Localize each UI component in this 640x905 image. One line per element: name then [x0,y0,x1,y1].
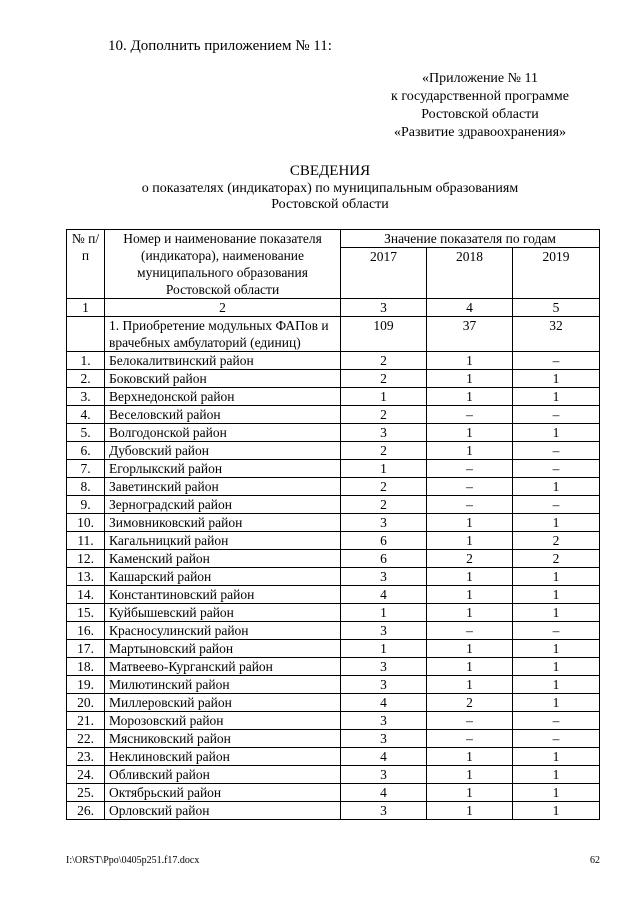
row-number: 18. [67,658,105,676]
row-number: 2. [67,370,105,388]
cell-value: 1 [341,460,427,478]
cell-value: – [513,352,600,370]
cell-value: – [513,712,600,730]
row-number: 1. [67,352,105,370]
cell-value: 4 [341,586,427,604]
district-name: Обливский район [105,766,341,784]
document-title: СВЕДЕНИЯ [289,163,371,179]
cell-value: 1 [513,784,600,802]
cell-value: 1 [427,766,513,784]
row-number: 21. [67,712,105,730]
cell-value: – [427,730,513,748]
cell-value: 1 [513,676,600,694]
cell-value: – [427,712,513,730]
cell-value: 3 [341,712,427,730]
district-name: Милютинский район [105,676,341,694]
row-number: 10. [67,514,105,532]
table-row [67,550,600,568]
document-subtitle: о показателях (индикаторах) по муниципальным образованиям [141,181,519,196]
cell-value: 1 [427,586,513,604]
district-name: Кашарский район [105,568,341,586]
row-number: 26. [67,802,105,820]
row-number: 3. [67,388,105,406]
cell-value: 1 [427,784,513,802]
table-row [67,568,600,586]
district-name: Константиновский район [105,586,341,604]
cell-value: 1 [513,748,600,766]
district-name: Матвеево-Курганский район [105,658,341,676]
table-row [67,532,600,550]
cell-value: – [427,478,513,496]
cell-value: – [513,496,600,514]
cell-value: 3 [341,802,427,820]
cell-value: 1 [427,640,513,658]
column-number: 1 [67,299,105,317]
row-number: 22. [67,730,105,748]
row-number: 24. [67,766,105,784]
table-row [67,406,600,424]
cell-value: 1 [427,370,513,388]
table-row [67,676,600,694]
cell-value: 3 [341,676,427,694]
row-number: 8. [67,478,105,496]
cell-value: 3 [341,766,427,784]
row-number: 13. [67,568,105,586]
row-number: 6. [67,442,105,460]
cell-value: 1 [341,604,427,622]
cell-value: 1 [427,532,513,550]
table-row [67,730,600,748]
cell-value: – [513,622,600,640]
district-name: Егорлыкский район [105,460,341,478]
header-number: № п/п [67,230,105,299]
header-year: 2018 [427,248,513,299]
indicators-table [66,229,600,820]
table-row [67,514,600,532]
cell-value: 1 [513,514,600,532]
district-name: Каменский район [105,550,341,568]
district-name: Веселовский район [105,406,341,424]
row-number: 15. [67,604,105,622]
cell-value: 2 [427,694,513,712]
cell-value: – [427,460,513,478]
row-number: 7. [67,460,105,478]
cell-value: 1 [427,568,513,586]
row-number: 25. [67,784,105,802]
table-row [67,694,600,712]
cell-value: – [513,442,600,460]
district-name: Мясниковский район [105,730,341,748]
row-number: 16. [67,622,105,640]
district-name: Боковский район [105,370,341,388]
cell-value: 1 [513,370,600,388]
row-number: 4. [67,406,105,424]
cell-value: 2 [513,550,600,568]
cell-value: 1 [513,802,600,820]
cell-value: 2 [341,442,427,460]
district-name: Октябрьский район [105,784,341,802]
cell-value: – [427,622,513,640]
district-name: Кагальницкий район [105,532,341,550]
table-row [67,766,600,784]
district-name: Мартыновский район [105,640,341,658]
table-row [67,784,600,802]
cell-value: 1 [427,748,513,766]
district-name: Красносулинский район [105,622,341,640]
cell-value: 6 [341,550,427,568]
table-row [67,658,600,676]
cell-value: – [513,460,600,478]
cell-value: 2 [341,406,427,424]
cell-value: 2 [341,496,427,514]
page-number: 62 [590,855,600,866]
cell-value: 2 [341,352,427,370]
row-number: 12. [67,550,105,568]
district-name: Миллеровский район [105,694,341,712]
cell-value: 1 [513,388,600,406]
cell-value: 3 [341,514,427,532]
district-name: Дубовский район [105,442,341,460]
cell-value: 3 [341,730,427,748]
table-row [67,586,600,604]
appendix-line: к государственной программе [391,89,569,104]
table-row [67,478,600,496]
table-row [67,802,600,820]
table-row [67,442,600,460]
column-number: 4 [427,299,513,317]
cell-value: 1 [427,802,513,820]
table-row [67,640,600,658]
cell-value: 1 [513,424,600,442]
header-values: Значение показателя по годам [341,230,600,248]
cell-value: 1 [427,424,513,442]
table-row [67,622,600,640]
district-name: Морозовский район [105,712,341,730]
table-row [67,748,600,766]
table-row [67,460,600,478]
cell-value: 1 [513,478,600,496]
footer-path: I:\ORST\Ppo\0405p251.f17.docx [66,855,200,866]
intro-text: 10. Дополнить приложением № 11: [108,38,332,54]
row-number: 23. [67,748,105,766]
cell-value: 2 [427,550,513,568]
district-name: Верхнедонской район [105,388,341,406]
cell-value: 3 [341,658,427,676]
cell-value: 1 [427,658,513,676]
row-number: 17. [67,640,105,658]
cell-value: 1 [513,658,600,676]
district-name: Волгодонской район [105,424,341,442]
district-rows [67,352,600,820]
cell-value: – [513,730,600,748]
district-name: Куйбышевский район [105,604,341,622]
cell-value: 4 [341,694,427,712]
cell-value: 4 [341,784,427,802]
cell-value: 3 [341,568,427,586]
column-number: 5 [513,299,600,317]
cell-value: 37 [427,317,513,352]
row-number: 11. [67,532,105,550]
cell-value: 109 [341,317,427,352]
cell-value: 1 [427,442,513,460]
header-name: Номер и наименование показателя (индикатора), наименование муниципального образования Ростовской области [105,230,341,299]
cell-value: 1 [341,640,427,658]
cell-value: 4 [341,748,427,766]
row-number: 5. [67,424,105,442]
cell-value: 1 [513,604,600,622]
cell-value: 1 [427,676,513,694]
table-row [67,424,600,442]
indicator-name: 1. Приобретение модульных ФАПов и врачебных амбулаторий (единиц) [105,317,341,352]
table-row [67,604,600,622]
document-subtitle: Ростовской области [271,197,389,212]
cell-value: – [513,406,600,424]
cell-value: 32 [513,317,600,352]
column-number-row [67,299,600,317]
cell-value: 1 [513,694,600,712]
header-year: 2017 [341,248,427,299]
cell-value: 2 [513,532,600,550]
cell-value: 2 [341,370,427,388]
row-number: 14. [67,586,105,604]
cell-value: 1 [513,766,600,784]
cell-value: 1 [513,568,600,586]
cell-value: 3 [341,622,427,640]
cell-value: 6 [341,532,427,550]
column-number: 2 [105,299,341,317]
cell-value: 1 [513,640,600,658]
district-name: Белокалитвинский район [105,352,341,370]
district-name: Неклиновский район [105,748,341,766]
appendix-block [360,70,600,142]
cell-value: 1 [341,388,427,406]
cell-value: 2 [341,478,427,496]
district-name: Зимовниковский район [105,514,341,532]
cell-value: 3 [341,424,427,442]
row-number: 19. [67,676,105,694]
table-row [67,370,600,388]
cell-value: 1 [427,388,513,406]
cell-value: 1 [427,352,513,370]
appendix-line: «Приложение № 11 [422,71,538,86]
cell-value: 1 [427,604,513,622]
appendix-line: Ростовской области [421,107,539,122]
district-name: Заветинский район [105,478,341,496]
table-row [67,352,600,370]
district-name: Зерноградский район [105,496,341,514]
indicator-row [67,317,600,352]
row-number: 20. [67,694,105,712]
district-name: Орловский район [105,802,341,820]
cell-value: 1 [427,514,513,532]
table-row [67,712,600,730]
cell-value: – [427,406,513,424]
table-row [67,388,600,406]
appendix-line: «Развитие здравоохранения» [393,125,567,140]
row-number: 9. [67,496,105,514]
cell-value: 1 [513,586,600,604]
header-year: 2019 [513,248,600,299]
cell-value: – [427,496,513,514]
column-number: 3 [341,299,427,317]
table-row [67,496,600,514]
